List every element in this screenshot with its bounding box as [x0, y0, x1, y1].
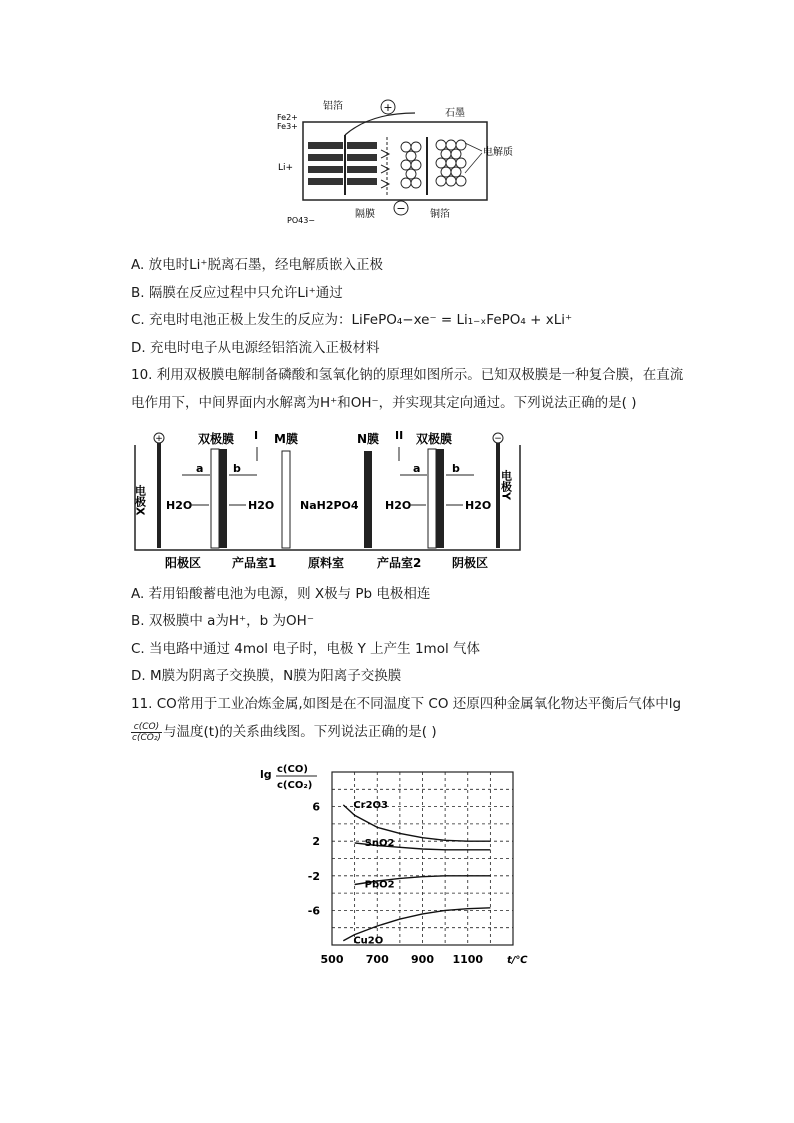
x-tick-label: 1100 [452, 953, 484, 966]
h2o-3: H2O [385, 499, 412, 512]
h2o-1: H2O [166, 499, 193, 512]
q10-option-d: D. M膜为阴离子交换膜，N膜为阳离子交换膜 [131, 668, 402, 684]
q10-option-b: B. 双极膜中 a为H⁺，b 为OH⁻ [131, 613, 314, 629]
n-membrane-label: N膜 [357, 432, 380, 446]
q9-option-d: D. 充电时电子从电源经铝箔流入正极材料 [131, 340, 380, 356]
q9-option-a: A. 放电时Li⁺脱离石墨，经电解质嵌入正极 [131, 257, 383, 273]
electrolyte-label: 电解质 [483, 147, 513, 158]
n-membrane [364, 451, 372, 548]
electrolyte-pointer [465, 143, 482, 151]
li-migration-arrows [381, 150, 389, 188]
minus-label: − [396, 202, 406, 215]
bipolar-membrane-1-label: 双极膜 [198, 432, 235, 446]
bipolar-membrane-2-light [428, 449, 436, 548]
m-membrane-label: M膜 [274, 432, 298, 446]
m-membrane [282, 451, 290, 548]
po4-label: PO43− [287, 216, 316, 225]
chart-ylabel-num: c(CO) [277, 764, 308, 775]
zone-feed: 原料室 [308, 556, 345, 570]
y-tick-label: -2 [307, 869, 320, 883]
q10-stem-line1: 10. 利用双极膜电解制备磷酸和氢氧化钠的原理如图所示。已知双极膜是一种复合膜，在直流 [131, 367, 684, 383]
zone-product-2: 产品室2 [377, 556, 422, 570]
fe2-label: Fe2+ [277, 113, 298, 122]
series-label-cr2o3: Cr2O3 [353, 799, 388, 811]
tank-outline [135, 445, 520, 550]
x-tick-label: 700 [365, 953, 389, 966]
q10-stem-line2: 电作用下，中间界面内水解离为H⁺和OH⁻，并实现其定向通过。下列说法正确的是( ) [131, 395, 637, 411]
x-tick-label: 500 [320, 953, 344, 966]
label-a-2: a [413, 462, 421, 475]
frac-denominator: c(CO₂) [132, 732, 161, 743]
roman-2: II [395, 429, 404, 442]
co-ratio-fraction [131, 722, 162, 743]
bipolar-membrane-2-label: 双极膜 [416, 432, 453, 446]
fe3-label: Fe3+ [277, 122, 298, 131]
chart-ylabel-lg: lg [260, 768, 272, 781]
bipolar-membrane-1-dark [219, 449, 227, 548]
electrode-x-label: 电极X [133, 485, 147, 516]
electrode-y-sign: − [494, 434, 502, 444]
separator-label: 隔膜 [355, 209, 375, 220]
electrolysis-diagram [130, 425, 525, 575]
series-label-sno2: SnO2 [364, 837, 395, 849]
electrolyte-pointer-2 [465, 153, 482, 173]
series-label-pbo2: PbO2 [364, 879, 395, 891]
q11-stem-line2 [131, 720, 437, 744]
plus-label: + [383, 101, 393, 114]
zone-cathode: 阴极区 [452, 556, 489, 570]
al-foil-label: 铝箔 [323, 101, 343, 112]
q11-stem-line1: 11. CO常用于工业冶炼金属,如图是在不同温度下 CO 还原四种金属氧化物达平衡后气体中lg [131, 696, 682, 712]
zone-anode: 阳极区 [165, 556, 202, 570]
q10-option-a: A. 若用铅酸蓄电池为电源，则 X极与 Pb 电极相连 [131, 586, 431, 602]
label-b-2: b [452, 462, 460, 475]
wire [345, 113, 415, 135]
x-tick-label: 900 [411, 953, 434, 966]
y-tick-label: -6 [307, 904, 320, 918]
graphite-layers [401, 140, 466, 188]
zone-product-1: 产品室1 [232, 556, 277, 570]
graphite-label: 石墨 [445, 108, 465, 119]
label-a-1: a [196, 462, 204, 475]
bipolar-membrane-2-dark [436, 449, 444, 548]
roman-1: I [254, 429, 259, 442]
q11-stem-tail: 与温度(t)的关系曲线图。下列说法正确的是( ) [162, 724, 437, 740]
electrode-x-bar [157, 443, 161, 548]
q9-option-c: C. 充电时电池正极上发生的反应为：LiFePO₄−xe⁻ = Li₁₋ₓFePO₄ + xLi⁺ [131, 312, 573, 328]
li-label: Li+ [278, 163, 294, 173]
cathode-material [308, 142, 377, 185]
electrode-y-label: 电极Y [499, 470, 513, 500]
q10-option-c: C. 当电路中通过 4mol 电子时，电极 Y 上产生 1mol 气体 [131, 641, 481, 657]
chart-ylabel-den: c(CO₂) [277, 780, 313, 791]
y-tick-label: 6 [312, 800, 320, 814]
h2o-2: H2O [248, 499, 275, 512]
chart-grid [332, 772, 513, 945]
chart-axes [308, 772, 513, 966]
battery-diagram [275, 95, 535, 230]
label-b-1: b [233, 462, 241, 475]
nah2po4-label: NaH2PO4 [300, 499, 359, 512]
bipolar-membrane-1-light [211, 449, 219, 548]
chart-series [343, 800, 490, 947]
frac-numerator: c(CO) [131, 722, 162, 733]
chart-xlabel: t/℃ [507, 955, 528, 966]
electrode-x-sign: + [155, 434, 163, 444]
y-tick-label: 2 [312, 835, 320, 849]
q9-option-b: B. 隔膜在反应过程中只允许Li⁺通过 [131, 285, 343, 301]
lg-co-ratio-chart [255, 760, 535, 970]
cu-foil-label: 铜箔 [430, 209, 450, 220]
h2o-4: H2O [465, 499, 492, 512]
series-label-cu2o: Cu2O [353, 935, 384, 947]
